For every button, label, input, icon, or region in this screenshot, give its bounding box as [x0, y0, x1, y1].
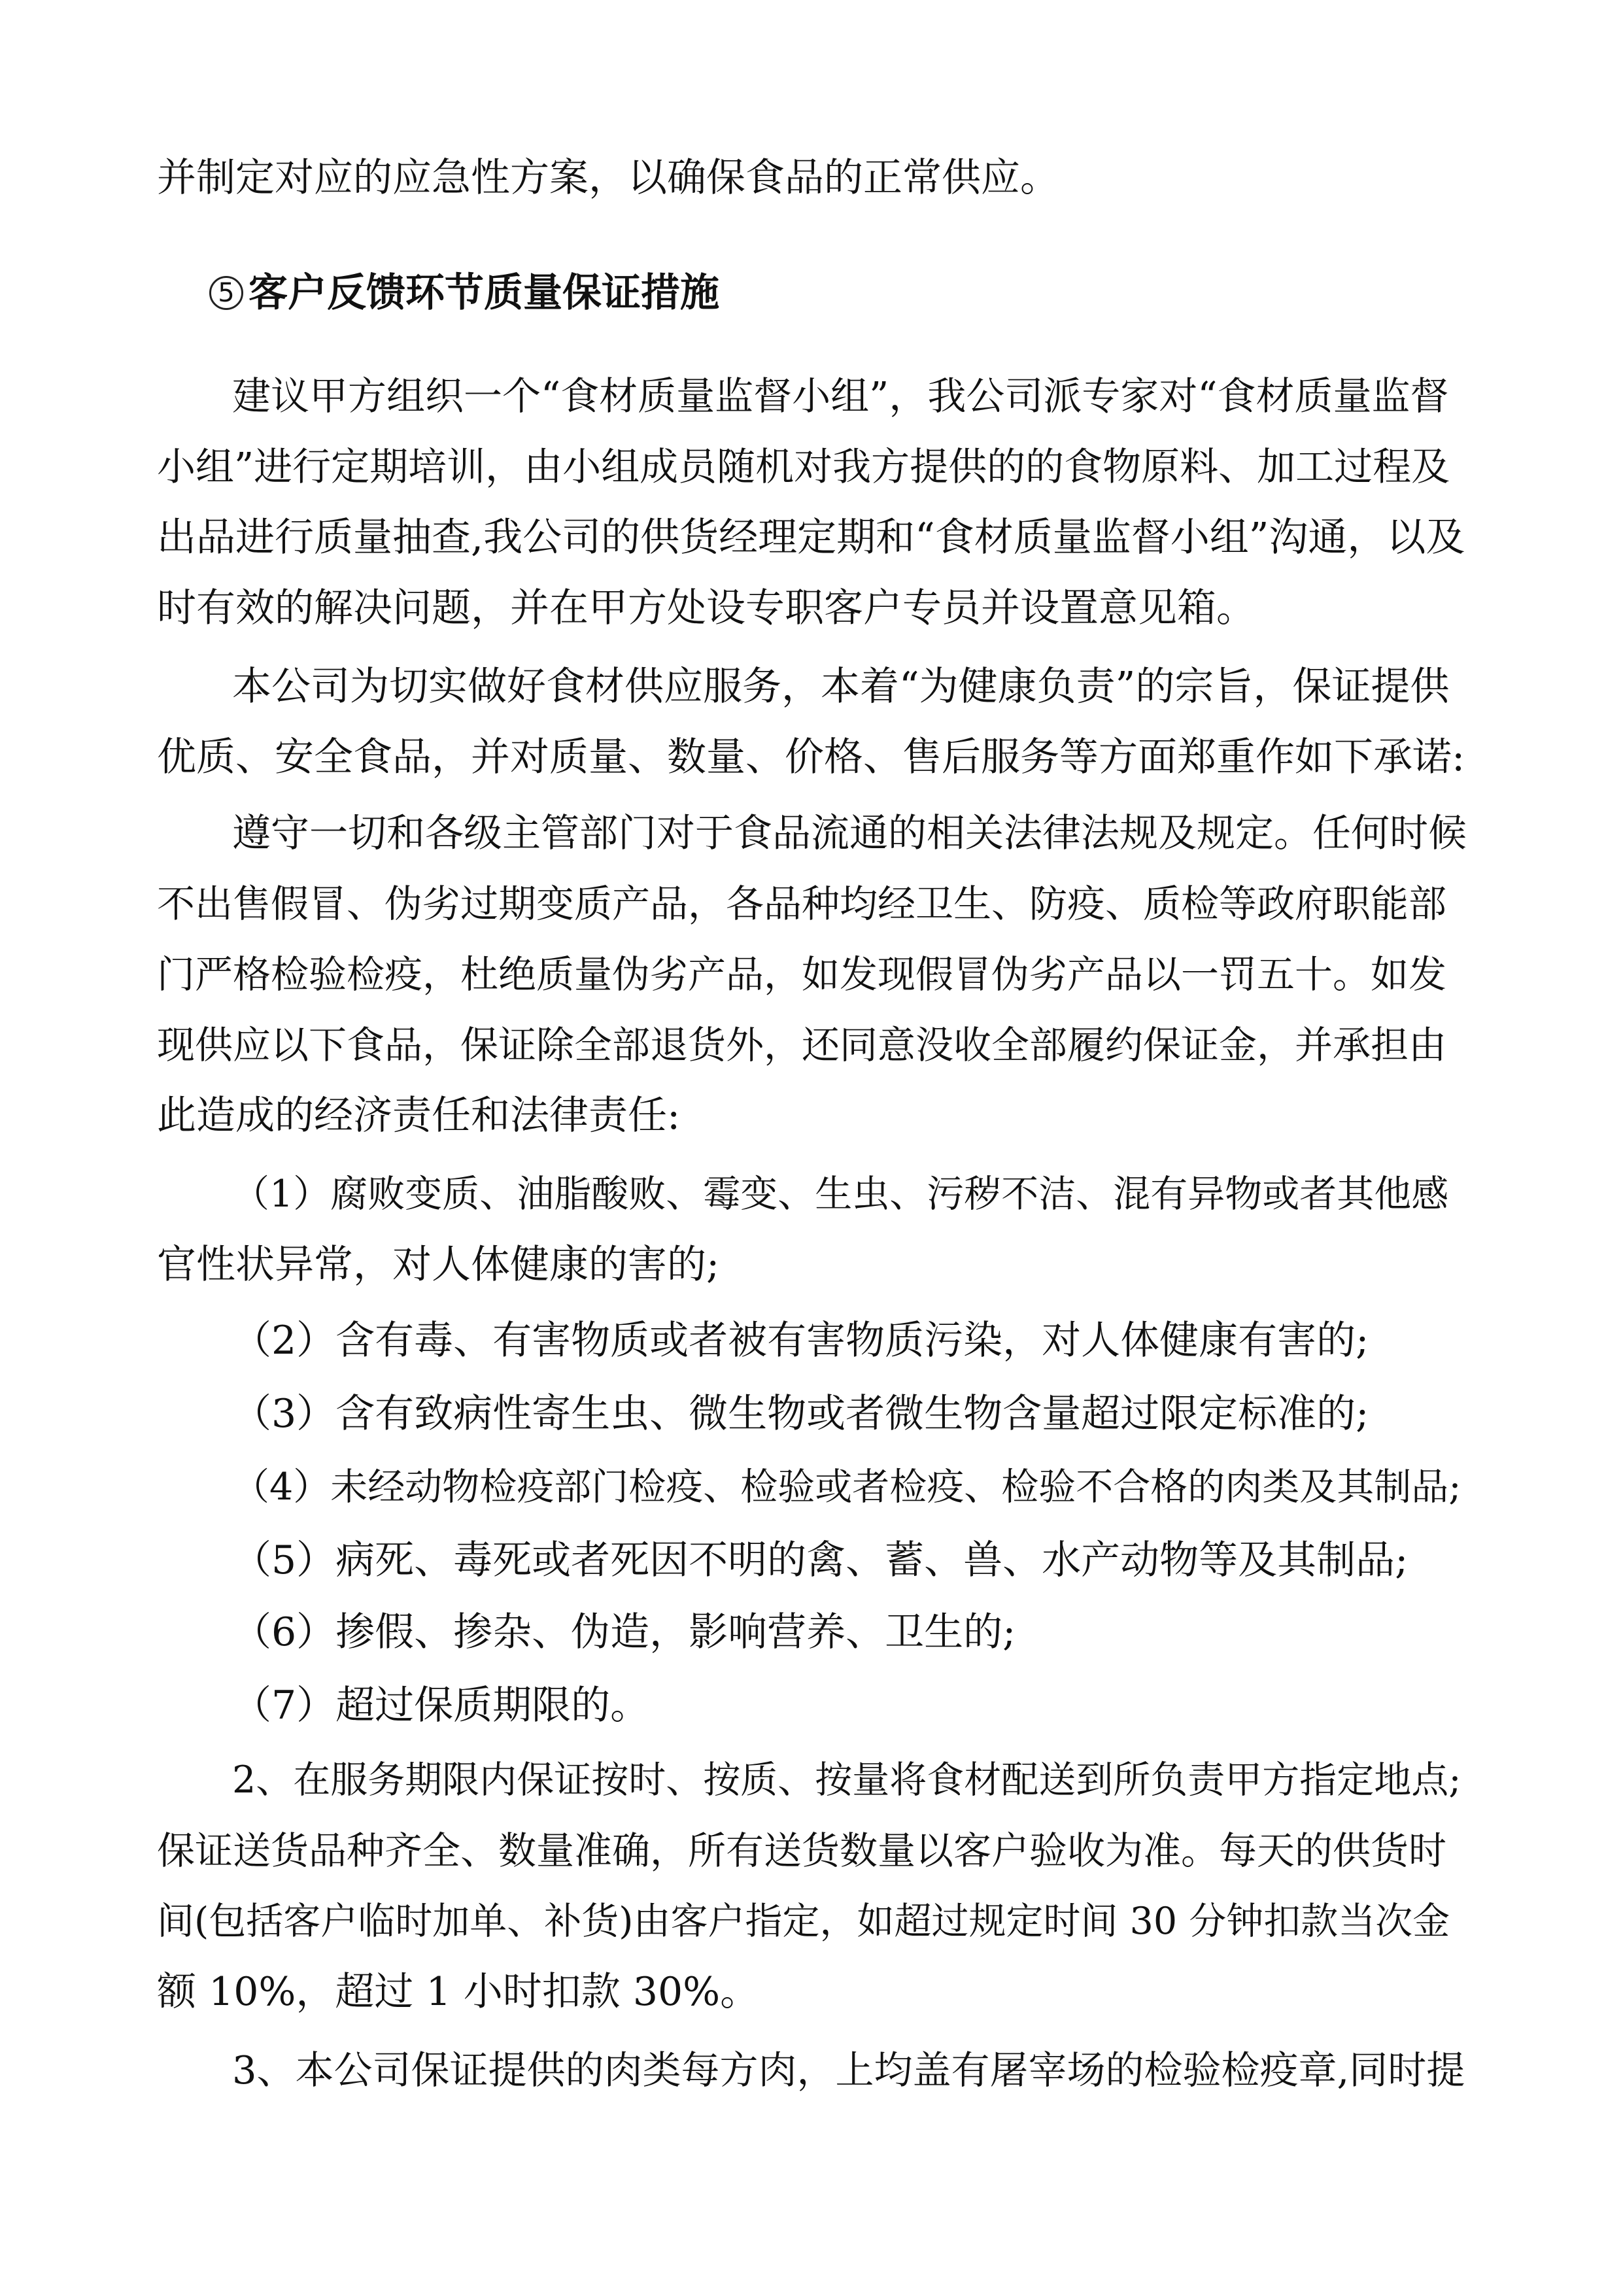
list-item: （4）未经动物检疫部门检疫、检验或者检疫、检验不合格的肉类及其制品;: [232, 1465, 1461, 1509]
compliance-line: 遵守一切和各级主管部门对于食品流通的相关法律法规及规定。任何时候: [232, 810, 1467, 855]
compliance-line: 不出售假冒、伪劣过期变质产品，各品种均经卫生、防疫、质检等政府职能部: [157, 882, 1447, 926]
supervision-line: 时有效的解决问题，并在甲方处设专职客户专员并设置意见箱。: [157, 585, 1256, 631]
commitment-line: 本公司为切实做好食材供应服务，本着“为健康负责”的宗旨，保证提供: [232, 664, 1450, 710]
section-heading: [209, 267, 719, 319]
list-item: （3）含有致病性寄生虫、微生物或者微生物含量超过限定标准的;: [232, 1391, 1369, 1437]
delivery-line: 间(包括客户临时加单、补货)由客户指定，如超过规定时间 30 分钟扣款当次金: [157, 1900, 1450, 1943]
list-item: （6）掺假、掺杂、伪造，影响营养、卫生的;: [232, 1609, 1016, 1655]
opening-line: 并制定对应的应急性方案，以确保食品的正常供应。: [157, 155, 1059, 201]
commitment-line: 优质、安全食品，并对质量、数量、价格、售后服务等方面郑重作如下承诺:: [157, 734, 1465, 780]
meat-line: 3、本公司保证提供的肉类每方肉，上均盖有屠宰场的检验检疫章,同时提: [232, 2048, 1465, 2093]
delivery-line: 额 10%，超过 1 小时扣款 30%。: [157, 1969, 760, 2015]
delivery-line: 2、在服务期限内保证按时、按质、按量将食材配送到所负责甲方指定地点;: [232, 1758, 1461, 1802]
list-item: （2）含有毒、有害物质或者被有害物质污染，对人体健康有害的;: [232, 1318, 1369, 1363]
list-item: （5）病死、毒死或者死因不明的禽、蓄、兽、水产动物等及其制品;: [232, 1537, 1409, 1583]
list-item: （7）超过保质期限的。: [232, 1683, 650, 1728]
compliance-line: 门严格检验检疫，杜绝质量伪劣产品，如发现假冒伪劣产品以一罚五十。如发: [157, 952, 1447, 997]
delivery-line: 保证送货品种齐全、数量准确，所有送货数量以客户验收为准。每天的供货时: [157, 1828, 1447, 1873]
section-number-badge: 5: [209, 276, 243, 310]
compliance-line: 此造成的经济责任和法律责任:: [157, 1093, 681, 1139]
compliance-line: 现供应以下食品，保证除全部退货外，还同意没收全部履约保证金，并承担由: [157, 1023, 1447, 1067]
supervision-line: 小组”进行定期培训，由小组成员随机对我方提供的的食物原料、加工过程及: [157, 444, 1450, 489]
section-title: 客户反馈环节质量保证措施: [248, 270, 719, 316]
list-item: （1）腐败变质、油脂酸败、霉变、生虫、污秽不洁、混有异物或者其他感: [232, 1173, 1449, 1216]
list-item-continuation: 官性状异常，对人体健康的害的;: [157, 1242, 720, 1288]
supervision-line: 出品进行质量抽查,我公司的供货经理定期和“食材质量监督小组”沟通，以及: [157, 515, 1465, 560]
supervision-line: 建议甲方组织一个“食材质量监督小组”，我公司派专家对“食材质量监督: [232, 373, 1449, 419]
